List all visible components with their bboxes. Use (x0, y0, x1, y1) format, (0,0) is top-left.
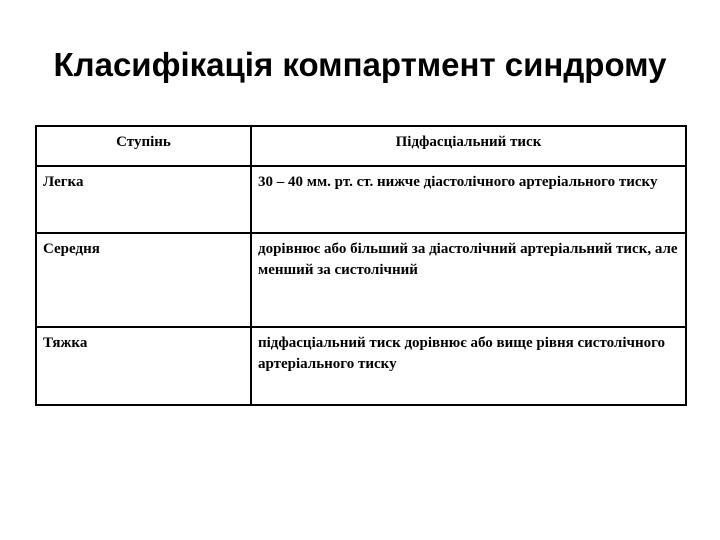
table-row (36, 166, 686, 233)
degree-cell: Легка (36, 166, 251, 233)
slide-title: Класифікація компартмент синдрому (53, 46, 667, 83)
degree-cell: Тяжка (36, 327, 251, 405)
pressure-cell: підфасціальний тиск дорівнює або вище рівня систолічного артеріального тиску (251, 327, 686, 405)
table-row (36, 327, 686, 405)
degree-cell: Середня (36, 233, 251, 327)
pressure-cell: дорівнює або більший за діастолічний артеріальний тиск, але менший за систолічний (251, 233, 686, 327)
header-degree: Ступінь (36, 126, 251, 166)
classification-table (35, 125, 687, 406)
table-row (36, 233, 686, 327)
pressure-cell: 30 – 40 мм. рт. ст. нижче діастолічного артеріального тиску (251, 166, 686, 233)
table-header-row (36, 126, 686, 166)
header-pressure: Підфасціальний тиск (251, 126, 686, 166)
